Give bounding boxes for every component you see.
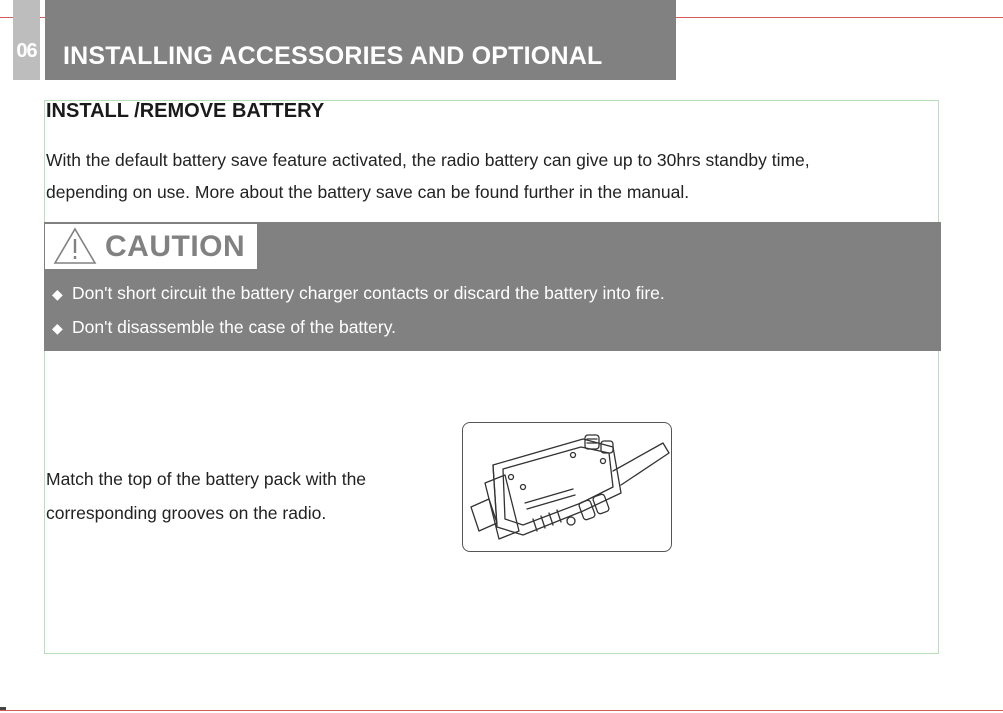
bottom-rule <box>0 710 1003 711</box>
instruction-line: corresponding grooves on the radio. <box>46 503 327 523</box>
intro-line: depending on use. More about the battery save can be found further in the manual. <box>46 182 690 202</box>
caution-item-text: Don't disassemble the case of the battery. <box>72 317 397 337</box>
instruction-text <box>46 462 426 530</box>
page-number-tab <box>13 0 40 80</box>
caution-list <box>52 282 665 350</box>
diamond-bullet-icon: ◆ <box>52 320 63 336</box>
chapter-header <box>45 0 676 80</box>
caution-item-text: Don't short circuit the battery charger contacts or discard the battery into fire. <box>72 283 665 303</box>
caution-item <box>52 282 665 316</box>
warning-triangle-icon <box>52 226 98 266</box>
section-heading: INSTALL /REMOVE BATTERY <box>46 100 325 122</box>
caution-label: CAUTION <box>105 230 246 263</box>
battery-figure <box>462 422 672 552</box>
diamond-bullet-icon: ◆ <box>52 286 63 302</box>
bottom-mark <box>0 707 6 710</box>
caution-box <box>44 222 941 351</box>
caution-badge <box>45 224 257 269</box>
page-number: 06 <box>16 40 37 62</box>
intro-paragraph <box>46 144 936 208</box>
caution-item <box>52 316 665 350</box>
intro-line: With the default battery save feature activated, the radio battery can give up to 30hrs standby time, <box>46 150 810 170</box>
chapter-title: INSTALLING ACCESSORIES AND OPTIONAL <box>63 42 603 70</box>
instruction-line: Match the top of the battery pack with the <box>46 469 367 489</box>
radio-battery-illustration <box>463 423 671 551</box>
